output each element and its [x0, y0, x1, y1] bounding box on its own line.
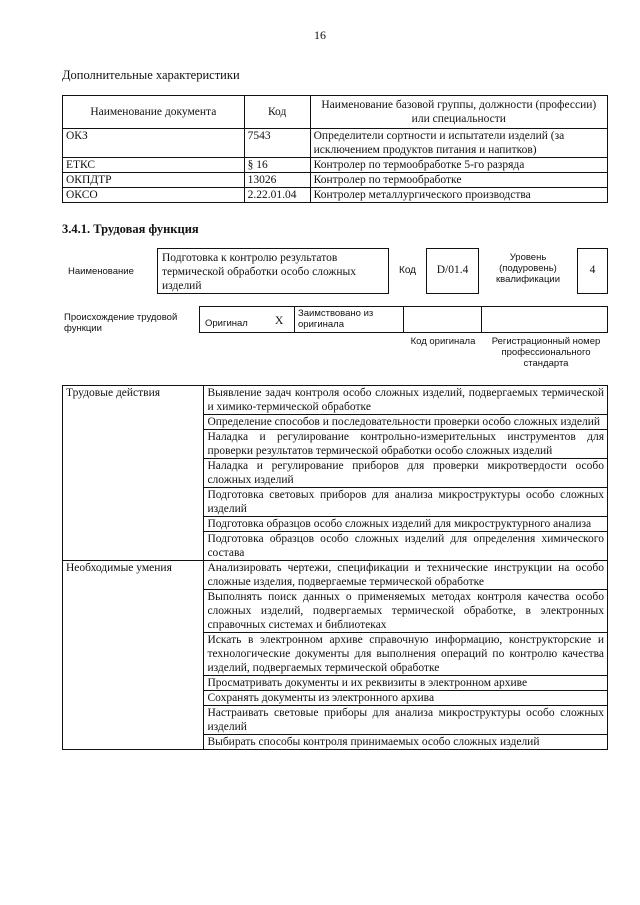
function-name-box: Подготовка к контролю результатов термической обработки особо сложных изделий [157, 248, 389, 294]
level-label: Уровень (подуровень) квалификации [495, 252, 561, 285]
doc-group-cell: Контролер по термообработке 5-го разряда [310, 158, 607, 173]
origin-divider [481, 306, 482, 333]
skill-item: Искать в электронном архиве справочную информацию, конструкторские и технологические документы для выполнения операций по контролю качества изделий, подвергаемых термической обработке [204, 633, 608, 676]
table-row [63, 188, 608, 203]
table-row [63, 386, 608, 415]
name-label: Наименование [68, 266, 134, 277]
classification-header-row [63, 96, 608, 129]
doc-group-cell: Определители сортности и испытатели изделий (за исключением продуктов питания и напитков) [310, 129, 607, 158]
skill-item: Сохранять документы из электронного архива [204, 691, 608, 706]
doc-name-cell: ОКСО [63, 188, 245, 203]
action-item: Выявление задач контроля особо сложных изделий, подвергаемых термической и химико-термической обработке [204, 386, 608, 415]
additional-characteristics-heading: Дополнительные характеристики [62, 68, 240, 82]
action-item: Подготовка образцов особо сложных изделий для микроструктурного анализа [204, 517, 608, 532]
header-group-name: Наименование базовой группы, должности (профессии) или специальности [310, 96, 607, 129]
table-row [63, 158, 608, 173]
category-cell: Необходимые умения [63, 561, 204, 750]
doc-code-cell: 7543 [244, 129, 310, 158]
doc-code-cell: 13026 [244, 173, 310, 188]
code-label: Код [399, 265, 417, 276]
action-item: Подготовка образцов особо сложных изделий для определения химического состава [204, 532, 608, 561]
table-row [63, 173, 608, 188]
doc-group-cell: Контролер металлургического производства [310, 188, 607, 203]
skill-item: Выбирать способы контроля принимаемых особо сложных изделий [204, 735, 608, 750]
action-item: Определение способов и последовательности проверки особо сложных изделий [204, 415, 608, 430]
category-cell: Трудовые действия [63, 386, 204, 561]
original-label: Оригинал [205, 318, 248, 329]
borrowed-label: Заимствовано из оригинала [298, 308, 374, 330]
skill-item: Анализировать чертежи, спецификации и технические инструкции на особо сложные изделия, подвергаемые термической обработке [204, 561, 608, 590]
original-mark: X [275, 315, 284, 327]
doc-code-cell: 2.22.01.04 [244, 188, 310, 203]
skill-item: Просматривать документы и их реквизиты в электронном архиве [204, 676, 608, 691]
function-title: 3.4.1. Трудовая функция [62, 222, 199, 236]
table-row [63, 129, 608, 158]
origin-label: Происхождение трудовой функции [64, 312, 178, 334]
reg-number-label: Регистрационный номер профессионального стандарта [491, 336, 601, 369]
skill-item: Выполнять поиск данных о применяемых методах контроля качества особо сложных изделий, подвергаемых термической обработке, в электронных справочных системах и библиотеках [204, 590, 608, 633]
labor-actions-table [62, 385, 608, 750]
doc-name-cell: ОКЗ [63, 129, 245, 158]
level-value-box: 4 [577, 248, 608, 294]
doc-group-cell: Контролер по термообработке [310, 173, 607, 188]
doc-code-cell: § 16 [244, 158, 310, 173]
action-item: Подготовка световых приборов для анализа микроструктуры особо сложных изделий [204, 488, 608, 517]
action-item: Наладка и регулирование контрольно-измерительных инструментов для проверки результатов термической обработки особо сложных изделий [204, 430, 608, 459]
skill-item: Настраивать световые приборы для анализа микроструктуры особо сложных изделий [204, 706, 608, 735]
function-code-box: D/01.4 [426, 248, 479, 294]
doc-name-cell: ЕТКС [63, 158, 245, 173]
classification-table [62, 95, 608, 203]
page-number: 16 [314, 28, 326, 42]
doc-name-cell: ОКПДТР [63, 173, 245, 188]
action-item: Наладка и регулирование приборов для проверки микротвердости особо сложных изделий [204, 459, 608, 488]
origin-divider [294, 306, 295, 333]
table-row [63, 561, 608, 590]
code-original-label: Код оригинала [410, 336, 476, 347]
header-document-name: Наименование документа [63, 96, 245, 129]
header-code: Код [244, 96, 310, 129]
origin-divider [403, 306, 404, 333]
